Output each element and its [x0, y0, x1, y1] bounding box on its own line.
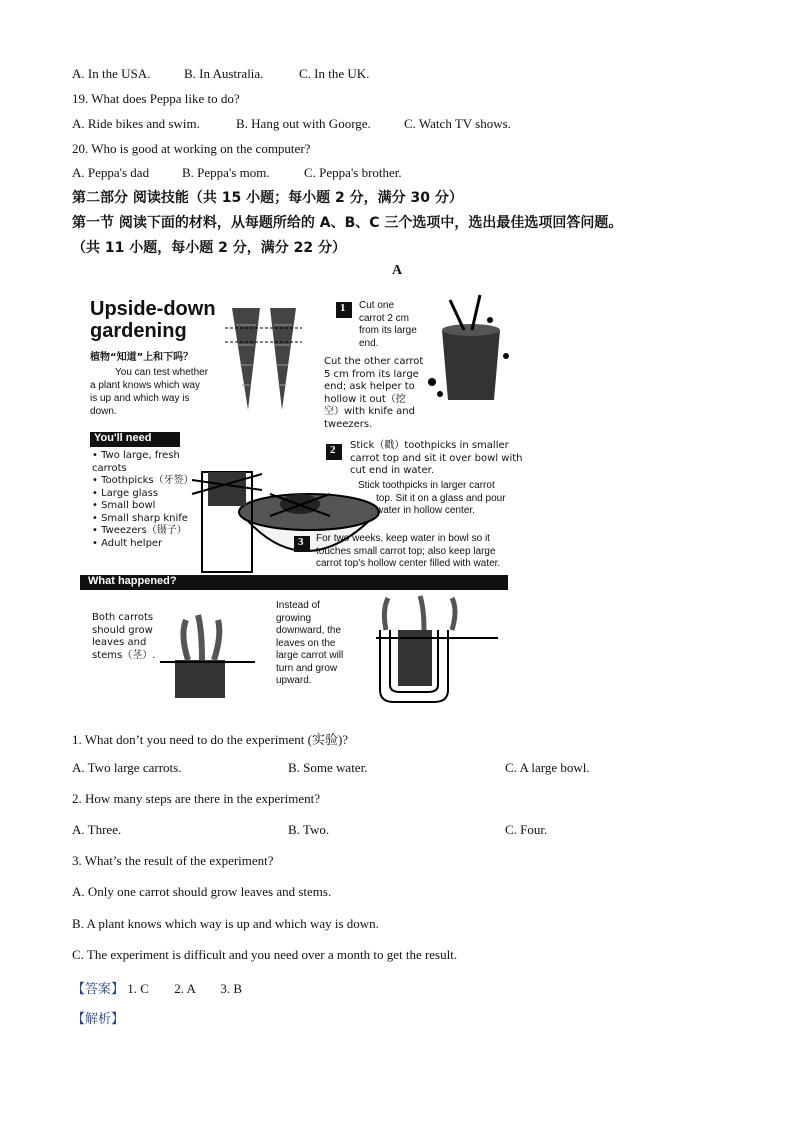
question-3-option-a: A. Only one carrot should grow leaves and stems. — [72, 884, 332, 899]
question-3-option-c: C. The experiment is difficult and you need over a month to get the result. — [72, 947, 458, 962]
analysis-label: 【解析】 — [72, 1012, 125, 1027]
q20-option-a: A. Peppa's dad — [72, 165, 150, 180]
answer-line — [72, 978, 242, 997]
question-2-option-b: B. Two. — [288, 822, 330, 837]
you-need-header: You'll need — [94, 432, 152, 444]
question-1-option-b: B. Some water. — [288, 760, 368, 775]
question-3-stem: 3. What’s the result of the experiment? — [72, 853, 274, 868]
two-carrots-illustration — [225, 308, 302, 410]
figure-intro: You can test whether a plant knows which way is up and which way is down. — [90, 367, 209, 417]
question-1-option-c: C. A large bowl. — [505, 760, 590, 775]
q20-stem: 20. Who is good at working on the computer? — [72, 141, 311, 156]
q19-option-a: A. Ride bikes and swim. — [72, 116, 200, 131]
what-happened-header: What happened? — [88, 575, 177, 587]
question-2-option-c: C. Four. — [505, 822, 548, 837]
step3-number: 3 — [298, 536, 304, 548]
q19-option-c: C. Watch TV shows. — [404, 116, 511, 131]
q20-option-b: B. Peppa's mom. — [182, 165, 270, 180]
q18-option-c: C. In the UK. — [299, 66, 370, 81]
figure-subtitle: 植物“知道”上和下吗？ — [90, 352, 194, 363]
result-left-text: Both carrots should grow leaves and stems（茎）. — [92, 612, 156, 661]
step1-text: Cut one carrot 2 cm from its large end. — [359, 300, 417, 349]
section-note: （共 11 小题，每小题 2 分，满分 22 分） — [72, 240, 346, 256]
result-carrot-illustration — [160, 615, 255, 698]
figure-title: Upside-down gardening — [90, 298, 216, 342]
question-2-stem: 2. How many steps are there in the experiment? — [72, 791, 320, 806]
part-title: 第二部分 阅读技能（共 15 小题；每小题 2 分，满分 30 分） — [72, 190, 463, 206]
q19-option-b: B. Hang out with Goorge. — [236, 116, 371, 131]
step2-number: 2 — [330, 444, 336, 456]
answer-1: 1. C — [127, 981, 149, 996]
step1-number: 1 — [340, 302, 346, 314]
hollowed-carrot-illustration — [428, 295, 509, 400]
step2-text: Stick（戳）toothpicks in smaller carrot top and sit it over bowl with cut end in water. — [350, 440, 523, 476]
result-mid-text: Instead of growing downward, the leaves on the large carrot will turn and grow upward. — [276, 600, 344, 686]
q18-option-b: B. In Australia. — [184, 66, 264, 81]
q18-option-a: A. In the USA. — [72, 66, 151, 81]
section-title: 第一节 阅读下面的材料，从每题所给的 A、B、C 三个选项中，选出最佳选项回答问题。 — [72, 215, 623, 231]
step2b-text: Stick toothpicks in larger carrot top. Sit it on a glass and pour water in hollow center. — [358, 480, 506, 516]
glass-illustration — [192, 472, 262, 572]
step1b-text: Cut the other carrot 5 cm from its large end; ask helper to hollow it out（挖 空）with knife and tweezers. — [324, 356, 424, 430]
answer-label: 【答案】 — [72, 982, 125, 997]
q20-option-c: C. Peppa's brother. — [304, 165, 402, 180]
needs-list: • Two large, fresh carrots • Toothpicks（牙签） • Large glass • Small bowl • Small sharp knife • Tweezers（镊子） • Adult helper — [92, 450, 194, 549]
question-1-stem: 1. What don’t you need to do the experiment (实验)? — [72, 732, 349, 747]
answer-2: 2. A — [174, 981, 196, 996]
answer-3: 3. B — [220, 981, 243, 996]
step3-text: For two weeks, keep water in bowl so it touches small carrot top; also keep large carrot top's hollow center filled with water. — [316, 533, 501, 569]
question-2-option-a: A. Three. — [72, 822, 122, 837]
experiment-figure — [80, 290, 523, 710]
result-glass-illustration — [376, 596, 498, 702]
question-3-option-b: B. A plant knows which way is up and which way is down. — [72, 916, 379, 931]
q19-stem: 19. What does Peppa like to do? — [72, 91, 240, 106]
passage-label: A — [392, 263, 403, 278]
question-1-option-a: A. Two large carrots. — [72, 760, 182, 775]
